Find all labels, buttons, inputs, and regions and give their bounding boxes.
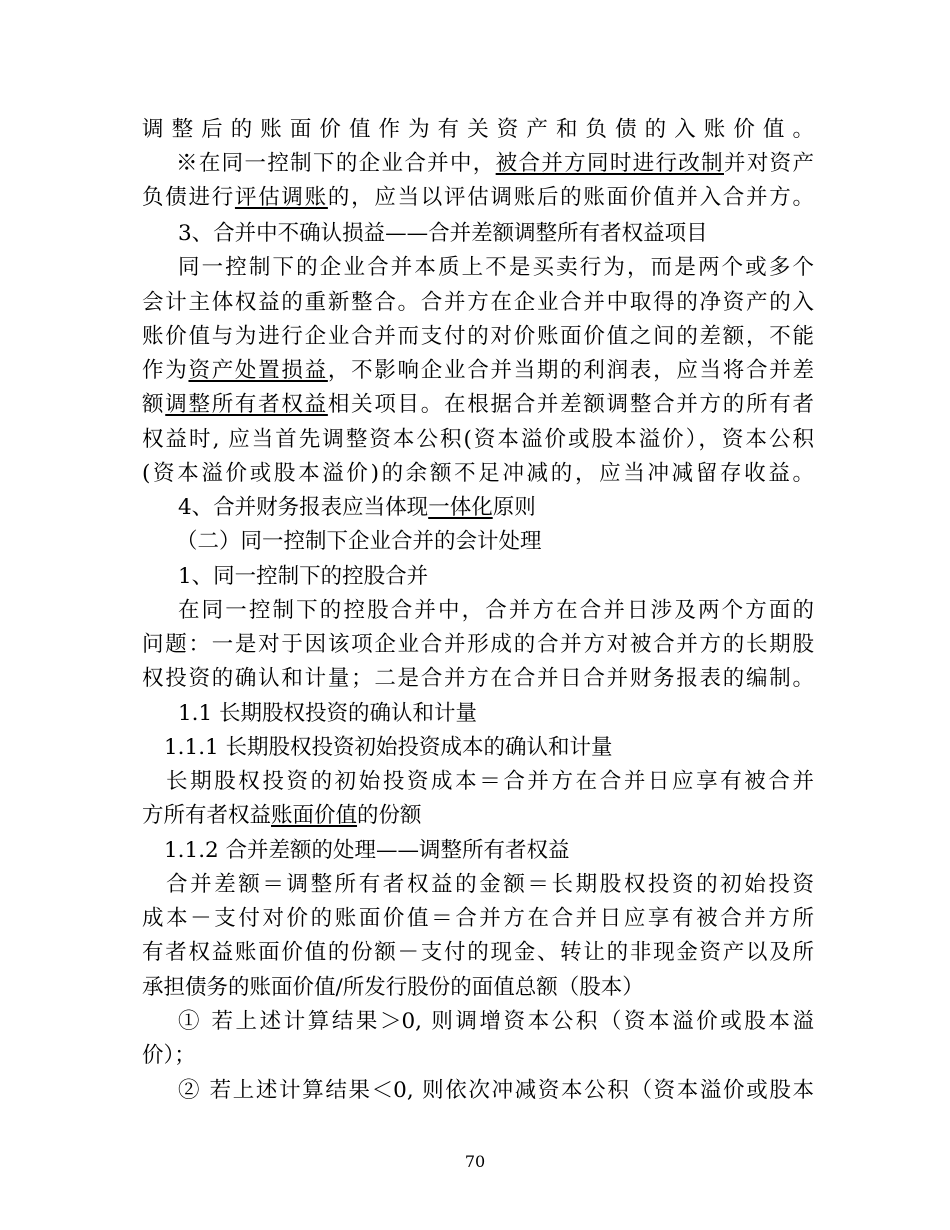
text-line: 额调整所有者权益相关项目。在根据合并差额调整合并方的所有者 xyxy=(142,392,814,417)
section-heading: 1.1.1 长期股权投资初始投资成本的确认和计量 xyxy=(164,735,613,760)
underlined-term: 账面价值 xyxy=(271,803,358,828)
text-line: 负债进行评估调账的，应当以评估调账后的账面价值并入合并方。 xyxy=(142,185,814,210)
section-heading: 4、合并财务报表应当体现一体化原则 xyxy=(178,495,536,520)
section-heading: 3、合并中不确认损益——合并差额调整所有者权益项目 xyxy=(178,221,708,246)
text-line: 在同一控制下的控股合并中，合并方在合并日涉及两个方面的 xyxy=(178,598,814,623)
section-heading: 1.1.2 合并差额的处理——调整所有者权益 xyxy=(164,838,570,863)
text-line: 长期股权投资的初始投资成本＝合并方在合并日应享有被合并 xyxy=(166,769,814,794)
text-line: (资本溢价或股本溢价)的余额不足冲减的，应当冲减留存收益。 xyxy=(142,461,814,486)
text-line: 价）； xyxy=(142,1043,196,1068)
text-line: ② 若上述计算结果＜0, 则依次冲减资本公积（资本溢价或股本 xyxy=(178,1078,814,1103)
text-line: 成本－支付对价的账面价值＝合并方在合并日应享有被合并方所 xyxy=(142,906,814,931)
page-number: 70 xyxy=(464,1152,486,1171)
text-line: 调整后的账面价值作为有关资产和负债的入账价值。 xyxy=(142,117,814,142)
text-line: 会计主体权益的重新整合。合并方在企业合并中取得的净资产的入 xyxy=(142,290,814,315)
underlined-term: 一体化 xyxy=(428,495,493,520)
underlined-term: 资产处置损益 xyxy=(188,358,328,383)
section-heading: 1.1 长期股权投资的确认和计量 xyxy=(178,701,478,726)
section-heading: （二）同一控制下企业合并的会计处理 xyxy=(176,529,542,554)
text-line: 作为资产处置损益，不影响企业合并当期的利润表，应当将合并差 xyxy=(142,358,814,383)
text-line: 合并差额＝调整所有者权益的金额＝长期股权投资的初始投资 xyxy=(166,872,814,897)
underlined-term: 调整所有者权益 xyxy=(165,392,328,417)
text-line: 方所有者权益账面价值的份额 xyxy=(142,803,422,828)
text-line: 问题：一是对于因该项企业合并形成的合并方对被合并方的长期股 xyxy=(142,632,814,657)
text-line: 权投资的确认和计量；二是合并方在合并日合并财务报表的编制。 xyxy=(142,666,814,691)
text-line: 账价值与为进行企业合并而支付的对价账面价值之间的差额，不能 xyxy=(142,324,814,349)
text-line: ※在同一控制下的企业合并中，被合并方同时进行改制并对资产 xyxy=(176,151,814,176)
text-line: ① 若上述计算结果＞0, 则调增资本公积（资本溢价或股本溢 xyxy=(178,1009,814,1034)
text-line: 有者权益账面价值的份额－支付的现金、转让的非现金资产以及所 xyxy=(142,940,814,965)
text-line: 同一控制下的企业合并本质上不是买卖行为，而是两个或多个 xyxy=(178,255,814,280)
section-heading: 1、同一控制下的控股合并 xyxy=(178,564,429,589)
underlined-term: 被合并方同时进行改制 xyxy=(495,151,724,176)
text-line: 承担债务的账面价值/所发行股份的面值总额（股本） xyxy=(142,975,644,1000)
underlined-term: 评估调账 xyxy=(234,185,328,210)
text-line: 权益时, 应当首先调整资本公积(资本溢价或股本溢价），资本公积 xyxy=(142,427,814,452)
